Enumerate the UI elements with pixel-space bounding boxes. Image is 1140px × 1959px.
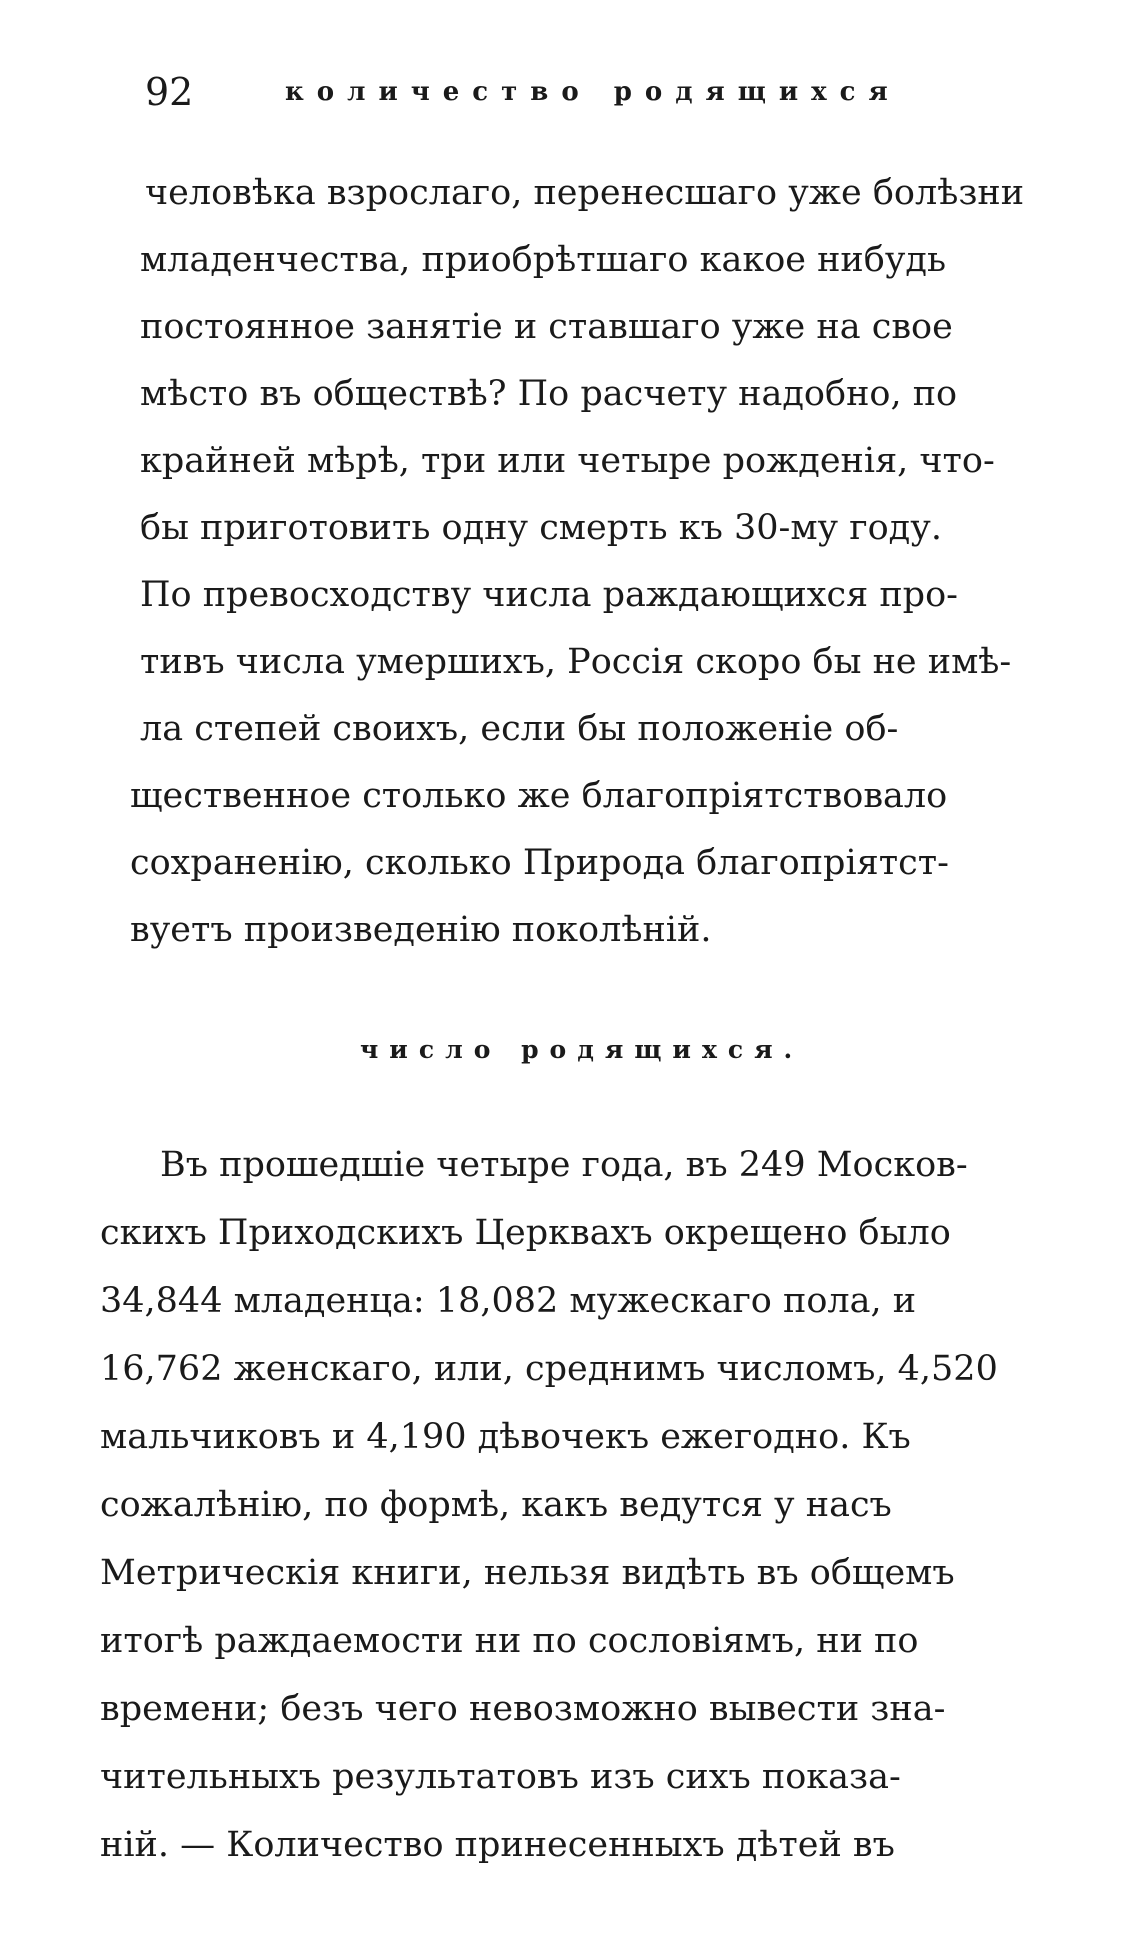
line-text: крайней мѣрѣ, три или четыре рожденія, что- — [140, 441, 995, 481]
text-line — [0, 771, 1140, 821]
text-line — [0, 1684, 1140, 1734]
text-line — [0, 436, 1140, 486]
line-text: щественное столько же благопріятствовало — [130, 776, 948, 816]
line-text: тивъ числа умершихъ, Россія скоро бы не имѣ- — [140, 642, 1012, 682]
text-line — [0, 1412, 1140, 1462]
text-line — [0, 235, 1140, 285]
running-head — [145, 66, 1015, 118]
line-text: человѣка взрослаго, перенесшаго уже болѣзни — [145, 173, 1025, 213]
line-text: чительныхъ результатовъ изъ сихъ показа- — [100, 1757, 901, 1797]
text-line — [0, 637, 1140, 687]
page-number: 92 — [145, 70, 194, 114]
line-text: ній. — Количество принесенныхъ дѣтей въ — [100, 1825, 895, 1865]
text-line — [0, 1480, 1140, 1530]
line-text: Метрическія книги, нельзя видѣть въ общемъ — [100, 1553, 955, 1593]
line-text: вуетъ произведенію поколѣній. — [130, 910, 712, 950]
text-line — [0, 1548, 1140, 1598]
text-line — [0, 1820, 1140, 1870]
text-line — [0, 168, 1140, 218]
text-line — [0, 838, 1140, 888]
line-text: 16,762 женскаго, или, среднимъ числомъ, 4,520 — [100, 1349, 998, 1389]
line-text: скихъ Приходскихъ Церквахъ окрещено было — [100, 1213, 951, 1253]
line-text: Въ прошедшіе четыре года, въ 249 Москов- — [160, 1145, 968, 1185]
line-text: мальчиковъ и 4,190 дѣвочекъ ежегодно. Къ — [100, 1417, 911, 1457]
section-heading: число родящихся. — [360, 1035, 804, 1064]
line-text: сожалѣнію, по формѣ, какъ ведутся у насъ — [100, 1485, 892, 1525]
line-text: постоянное занятіе и ставшаго уже на свое — [140, 307, 953, 347]
text-line — [0, 1752, 1140, 1802]
text-line — [0, 1344, 1140, 1394]
line-text: младенчества, приобрѣтшаго какое нибудь — [140, 240, 947, 280]
line-text: сохраненію, сколько Природа благопріятст- — [130, 843, 949, 883]
text-line — [0, 369, 1140, 419]
text-line — [0, 302, 1140, 352]
line-text: итогѣ раждаемости ни по сословіямъ, ни по — [100, 1621, 919, 1661]
line-text: времени; безъ чего невозможно вывести зна- — [100, 1689, 946, 1729]
text-line — [0, 704, 1140, 754]
line-text: ла степей своихъ, если бы положеніе об- — [140, 709, 899, 749]
running-title: количество родящихся — [285, 77, 901, 107]
line-text: бы приготовить одну смерть къ 30-му году. — [140, 508, 942, 548]
line-text: По превосходству числа раждающихся про- — [140, 575, 958, 615]
text-line — [0, 1616, 1140, 1666]
line-text: 34,844 младенца: 18,082 мужескаго пола, и — [100, 1281, 917, 1321]
text-line — [0, 1276, 1140, 1326]
text-line — [0, 570, 1140, 620]
text-line — [0, 503, 1140, 553]
text-line — [0, 905, 1140, 955]
text-line — [0, 1208, 1140, 1258]
line-text: мѣсто въ обществѣ? По расчету надобно, по — [140, 374, 958, 414]
text-line — [0, 1140, 1140, 1190]
